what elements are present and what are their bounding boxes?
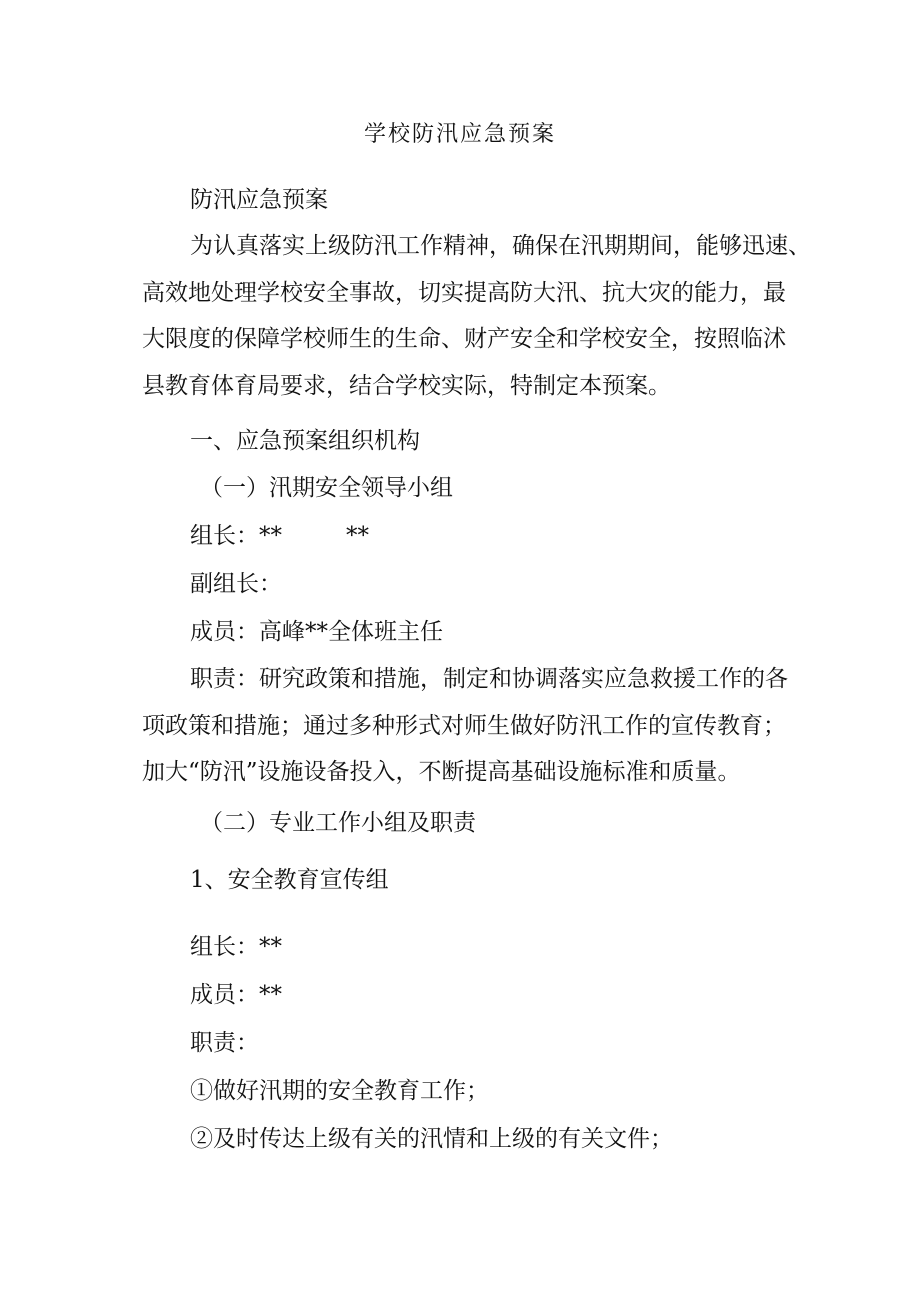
subgroup-members: 成员：**	[190, 982, 282, 1008]
group-members: 成员：高峰**全体班主任	[190, 619, 443, 645]
intro-line-4: 县教育体育局要求，结合学校实际，特制定本预案。	[142, 373, 671, 399]
intro-line-1: 为认真落实上级防汛工作精神，确保在汛期期间，能够迅速、	[190, 233, 811, 259]
group-duties-line-2: 项政策和措施；通过多种形式对师生做好防汛工作的宣传教育；	[142, 713, 786, 739]
intro-line-3: 大限度的保障学校师生的生命、财产安全和学校安全，按照临沭	[142, 326, 786, 352]
intro-line-2: 高效地处理学校安全事故，切实提高防大汛、抗大灾的能力，最	[142, 280, 786, 306]
group-duties-line-3: 加大“防汛”设施设备投入，不断提高基础设施标准和质量。	[142, 759, 741, 785]
subgroup-leader: 组长：**	[190, 934, 282, 960]
group-heading-professional: （二）专业工作小组及职责	[200, 810, 476, 836]
subgroup-duties-label: 职责：	[190, 1030, 259, 1056]
group-heading-leadership: （一）汛期安全领导小组	[200, 475, 453, 501]
subgroup-duty-item-1: ①做好汛期的安全教育工作；	[190, 1078, 489, 1104]
group-leader-label: 组长：	[190, 523, 259, 549]
document-title: 学校防汛应急预案	[363, 122, 556, 147]
subgroup-heading-education: 1、安全教育宣传组	[190, 867, 389, 893]
subgroup-duty-item-2: ②及时传达上级有关的汛情和上级的有关文件；	[190, 1126, 673, 1152]
group-deputy-leader: 副组长：	[190, 571, 282, 597]
group-duties-line-1: 职责：研究政策和措施，制定和协调落实应急救援工作的各	[190, 666, 788, 692]
group-leader-name-2: **	[346, 523, 369, 549]
document-subtitle: 防汛应急预案	[190, 187, 328, 213]
group-leader-line	[190, 518, 369, 554]
section-heading-organization: 一、应急预案组织机构	[190, 428, 420, 454]
group-leader-name-1: **	[259, 523, 282, 549]
